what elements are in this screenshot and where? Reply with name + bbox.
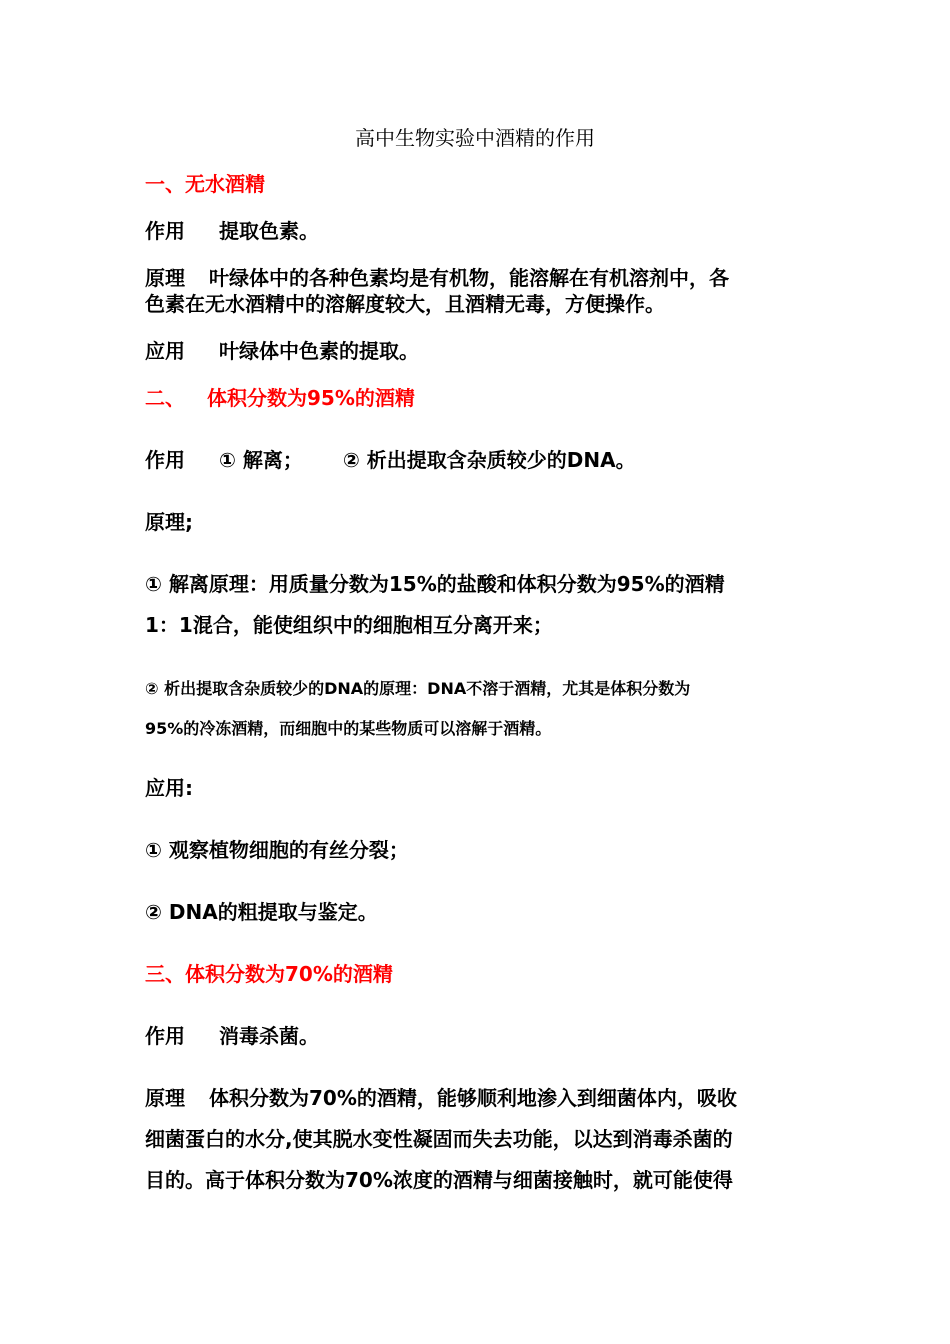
section-2-principle-2-line-2: 95%的冷冻酒精，而细胞中的某些物质可以溶解于酒精。: [145, 719, 552, 738]
section-1-principle-line-2: 色素在无水酒精中的溶解度较大，且酒精无毒，方便操作。: [145, 292, 665, 316]
section-3-principle-line-1: [145, 1086, 815, 1110]
function-item-1: ① 解离；: [219, 448, 303, 472]
section-3-heading: 三、体积分数为70%的酒精: [145, 962, 393, 986]
section-2-principle-1-line-1: ① 解离原理：用质量分数为15%的盐酸和体积分数为95%的酒精: [145, 572, 725, 596]
section-3-function: [145, 1024, 815, 1048]
principle-label: 原理: [145, 266, 185, 290]
section-2-principle-2-line-1: ② 析出提取含杂质较少的DNA的原理：DNA不溶于酒精，尤其是体积分数为: [145, 679, 691, 698]
section-2-application-item-1: ① 观察植物细胞的有丝分裂；: [145, 838, 409, 862]
section-2-heading-number: 二、: [145, 386, 185, 410]
section-2-principle-1-line-2: 1：1混合，能使组织中的细胞相互分离开来；: [145, 613, 553, 637]
function-text: 消毒杀菌。: [219, 1024, 319, 1048]
function-item-2: ② 析出提取含杂质较少的DNA。: [342, 448, 636, 472]
section-2-principle-label: 原理;: [145, 510, 193, 534]
section-1-heading: 一、无水酒精: [145, 172, 265, 196]
section-1-application: [145, 339, 815, 363]
function-label: 作用: [145, 1024, 185, 1048]
function-text: 提取色素。: [219, 219, 319, 243]
section-2-application-label: 应用:: [145, 776, 193, 800]
section-2-application-item-2: ② DNA的粗提取与鉴定。: [145, 900, 378, 924]
principle-label: 原理: [145, 1086, 185, 1110]
section-2-heading: [145, 386, 815, 410]
principle-text: 体积分数为70%的酒精，能够顺利地渗入到细菌体内，吸收: [209, 1086, 737, 1110]
function-label: 作用: [145, 448, 185, 472]
function-label: 作用: [145, 219, 185, 243]
application-label: 应用: [145, 339, 185, 363]
section-2-function: [145, 448, 815, 472]
section-1-function: [145, 219, 815, 243]
section-3-principle-line-3: 目的。高于体积分数为70%浓度的酒精与细菌接触时，就可能使得: [145, 1168, 733, 1192]
section-1-principle-line-1: [145, 266, 815, 290]
section-3-principle-line-2: 细菌蛋白的水分,使其脱水变性凝固而失去功能，以达到消毒杀菌的: [145, 1127, 733, 1151]
application-text: 叶绿体中色素的提取。: [219, 339, 419, 363]
section-2-heading-text: 体积分数为95%的酒精: [207, 386, 415, 410]
principle-text: 叶绿体中的各种色素均是有机物，能溶解在有机溶剂中，各: [209, 266, 729, 290]
page-title: 高中生物实验中酒精的作用: [355, 126, 595, 150]
